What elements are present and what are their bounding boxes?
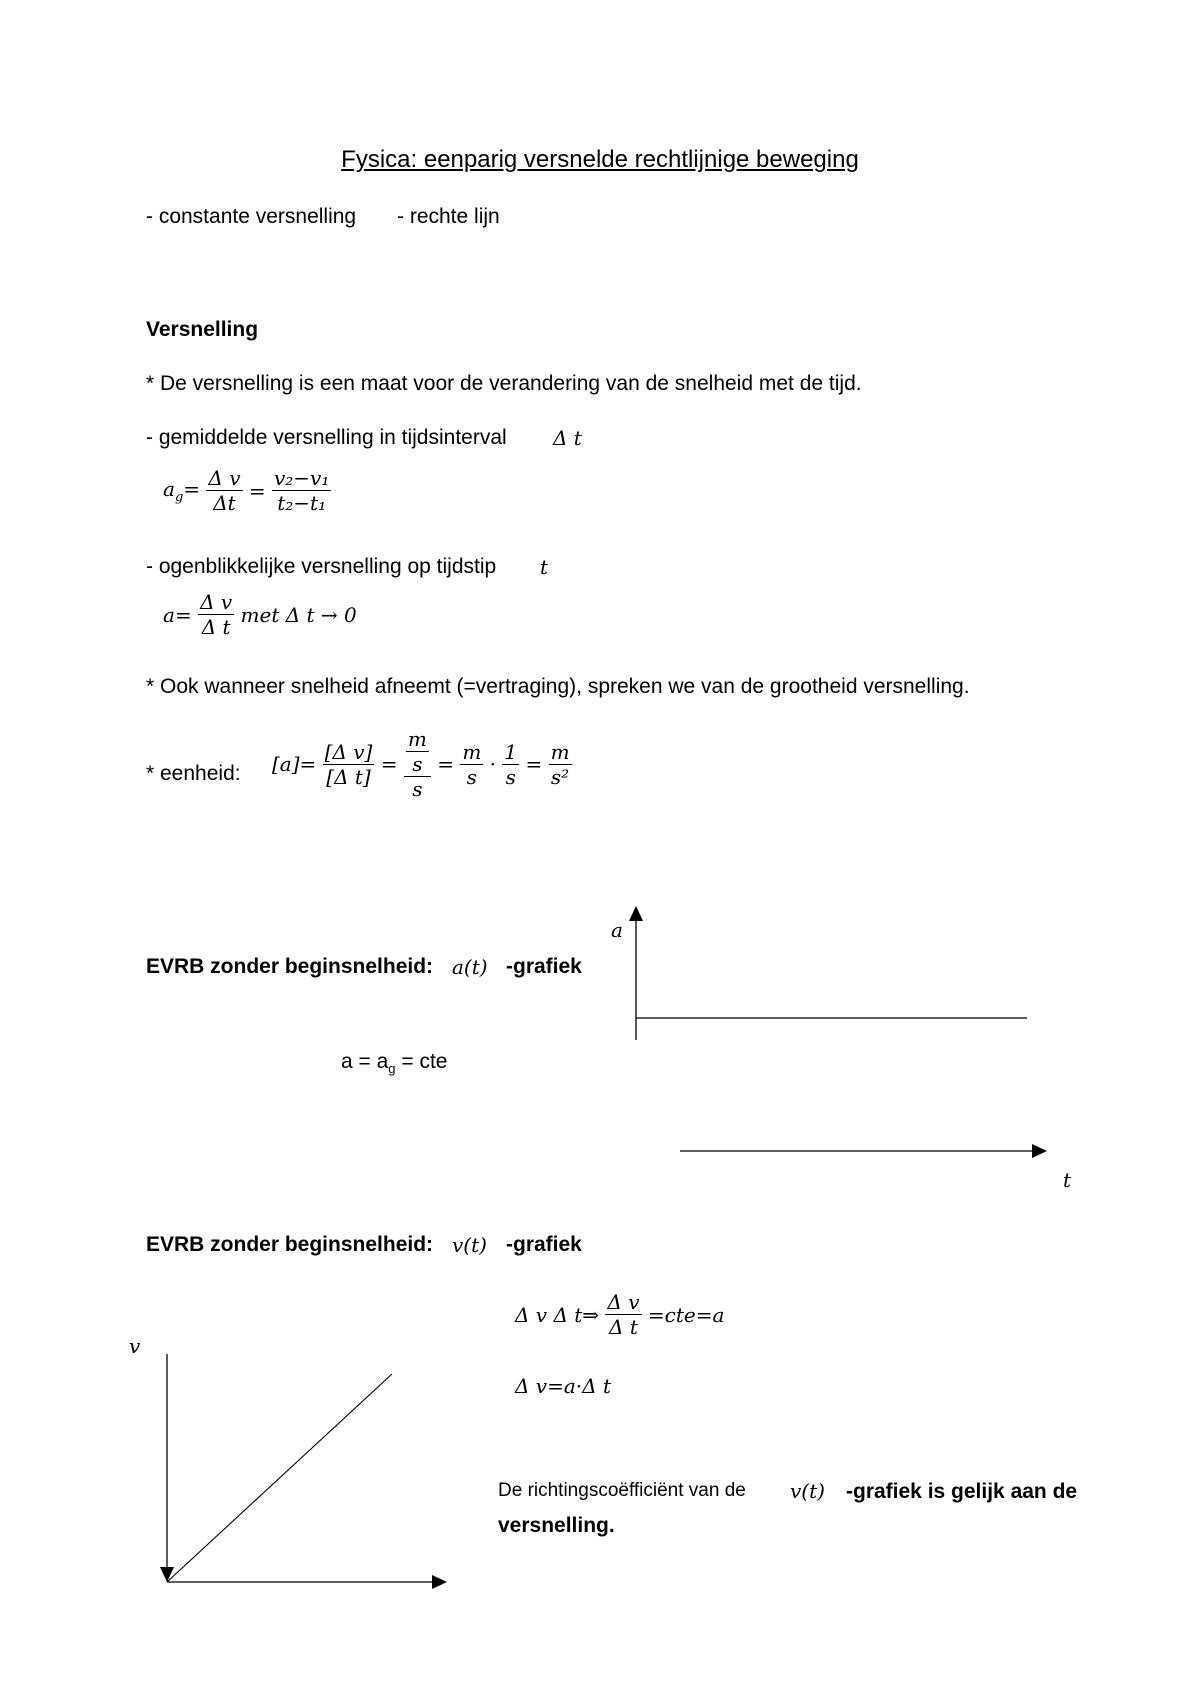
fraction-numerator: Δ v bbox=[208, 466, 241, 490]
vt-graph-line bbox=[167, 1374, 392, 1582]
fraction-numerator: m bbox=[550, 739, 570, 764]
fraction-numerator: m bbox=[462, 739, 482, 764]
fraction-denominator: s bbox=[412, 752, 423, 776]
formula-suffix: =cte=a bbox=[647, 1302, 725, 1327]
vt-symbol: v(t) bbox=[452, 1233, 487, 1257]
unit-formula: [a]= $\frac{\text{[Δ v]}}{\text{[Δ t]}}$ = $\frac{\frac{m}{s}}{s}$ = $\frac{m}{s}$ · $\frac{1}{s}$ = $\frac{m}{\text{s²}}$ bbox=[272, 727, 570, 801]
fraction-denominator: s bbox=[466, 764, 477, 789]
equation-tail: = cte bbox=[395, 1050, 448, 1073]
average-acceleration-label: - gemiddelde versnelling in tijdsinterval bbox=[146, 426, 507, 449]
velocity-change-product-formula: Δ v=a·Δ t bbox=[515, 1374, 611, 1398]
fraction-numerator: 1 bbox=[504, 739, 518, 764]
time-interval-symbol: Δ t bbox=[553, 426, 582, 450]
equation-main: a = a bbox=[341, 1050, 389, 1073]
formula-prefix: Δ v Δ t⇒ bbox=[515, 1302, 600, 1327]
conclusion-part1: De richtingscoëfficiënt van de bbox=[498, 1480, 746, 1501]
conclusion-symbol: v(t) bbox=[790, 1479, 825, 1503]
intro-item-straight-line: - rechte lijn bbox=[397, 205, 500, 228]
fraction-numerator: m bbox=[407, 727, 427, 751]
page-title: Fysica: eenparig versnelde rechtlijnige beweging bbox=[341, 146, 859, 173]
fraction-denominator: t₂−t₁ bbox=[277, 491, 327, 515]
vt-graph-y-label: v bbox=[129, 1334, 141, 1358]
instantaneous-acceleration-formula: a= $\frac{\text{Δ v}}{\text{Δ t}}$ met Δ t → 0 bbox=[163, 590, 357, 639]
deceleration-note: * Ook wanneer snelheid afneemt (=vertraging), spreken we van de grootheid versnelling. bbox=[146, 675, 970, 698]
multiplication-dot: · bbox=[489, 752, 496, 776]
fraction-numerator: Δ v bbox=[200, 590, 233, 614]
formula-lhs: a bbox=[163, 602, 175, 627]
instantaneous-acceleration-label: - ogenblikkelijke versnelling op tijdstip bbox=[146, 555, 497, 578]
vt-graph-suffix: -grafiek bbox=[506, 1233, 582, 1256]
section-heading-acceleration: Versnelling bbox=[146, 318, 259, 341]
average-acceleration-formula: $a_g=$ $\frac{\text{Δ v}}{\Delta t}$ = $\frac{\text{v₂−v₁}}{\text{t₂−t₁}}$ bbox=[163, 466, 330, 515]
conclusion-part3: versnelling. bbox=[498, 1514, 615, 1537]
fraction-numerator: [Δ v] bbox=[324, 739, 373, 764]
fraction-numerator: Δ v bbox=[607, 1290, 640, 1314]
formula-lhs: [a] bbox=[272, 752, 300, 776]
fraction-numerator: v₂−v₁ bbox=[273, 466, 330, 490]
formula-limit-tail: met Δ t → 0 bbox=[240, 602, 357, 627]
unit-label: * eenheid: bbox=[146, 762, 241, 785]
section-heading-at-graph: EVRB zonder beginsnelheid: bbox=[146, 955, 434, 978]
at-symbol: a(t) bbox=[452, 955, 488, 979]
fraction-denominator: Δ t bbox=[201, 615, 231, 639]
fraction-denominator: s² bbox=[550, 764, 570, 789]
equation-subscript: g bbox=[388, 1061, 396, 1077]
time-point-symbol: t bbox=[540, 555, 549, 579]
vt-graph-y-arrowhead bbox=[160, 1567, 174, 1582]
fraction-denominator: [Δ t] bbox=[326, 764, 371, 789]
at-graph-suffix: -grafiek bbox=[506, 955, 582, 978]
fraction-denominator: s bbox=[505, 764, 516, 789]
section-heading-vt-graph: EVRB zonder beginsnelheid: bbox=[146, 1233, 434, 1256]
fraction-denominator: Δt bbox=[213, 491, 236, 515]
at-graph-x-label: t bbox=[1063, 1168, 1072, 1192]
at-graph-y-label: a bbox=[611, 918, 623, 942]
vt-graph-x-arrowhead bbox=[432, 1575, 447, 1589]
fraction-denominator: s bbox=[412, 777, 423, 801]
fraction-denominator: Δ t bbox=[609, 1315, 638, 1339]
acceleration-definition: * De versnelling is een maat voor de verandering van de snelheid met de tijd. bbox=[146, 372, 862, 395]
formula-lhs: a bbox=[163, 476, 175, 501]
intro-item-constant-acceleration: - constante versnelling bbox=[146, 205, 357, 228]
conclusion-part2: -grafiek is gelijk aan de bbox=[846, 1480, 1078, 1503]
formula-lhs-subscript: g bbox=[174, 489, 184, 505]
